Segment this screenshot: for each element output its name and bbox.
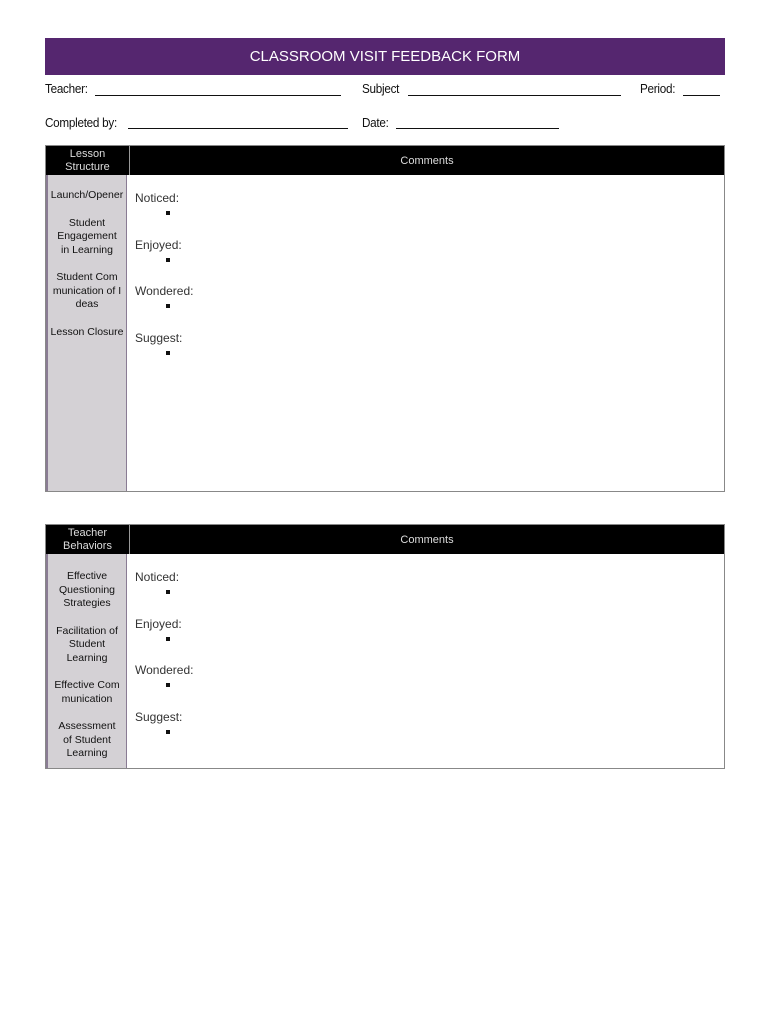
item-launch: Launch/Opener bbox=[50, 189, 124, 201]
header-lesson-structure: Lesson Structure bbox=[46, 146, 130, 175]
item-closure: Lesson Closure bbox=[50, 325, 124, 338]
teacher-label: Teacher: bbox=[45, 81, 88, 96]
comments-area[interactable] bbox=[127, 554, 724, 768]
bullet-icon bbox=[166, 590, 170, 594]
wondered-label: Wondered: bbox=[135, 284, 194, 298]
item-assessment: Assessment of Student Learning bbox=[58, 720, 116, 759]
completed-by-label: Completed by: bbox=[45, 115, 117, 130]
teacher-behaviors-table bbox=[45, 524, 725, 769]
enjoyed-label: Enjoyed: bbox=[135, 237, 182, 252]
form-title: CLASSROOM VISIT FEEDBACK FORM bbox=[45, 38, 725, 75]
item-engagement: Student Engagement in Learning bbox=[57, 216, 117, 256]
bullet-icon bbox=[166, 351, 170, 355]
subject-field[interactable] bbox=[408, 95, 621, 96]
item-questioning: Effective Questioning Strategies bbox=[58, 570, 116, 609]
teacher-field[interactable] bbox=[95, 95, 341, 96]
enjoyed-label: Enjoyed: bbox=[135, 616, 182, 631]
period-field[interactable] bbox=[683, 95, 720, 96]
header-comments: Comments bbox=[400, 533, 454, 546]
comments-area[interactable] bbox=[127, 175, 724, 491]
bullet-icon bbox=[166, 683, 170, 687]
noticed-label: Noticed: bbox=[135, 570, 180, 584]
suggest-label: Suggest: bbox=[135, 709, 183, 724]
noticed-label: Noticed: bbox=[135, 191, 180, 205]
date-label: Date: bbox=[362, 115, 389, 130]
lesson-structure-list bbox=[46, 175, 127, 491]
wondered-label: Wondered: bbox=[135, 663, 194, 677]
bullet-icon bbox=[166, 730, 170, 734]
item-communication: Student Communication of Ideas bbox=[52, 271, 122, 310]
item-facilitation: Facilitation of Student Learning bbox=[56, 624, 118, 664]
lesson-structure-table bbox=[45, 145, 725, 492]
bullet-icon bbox=[166, 211, 170, 215]
teacher-behaviors-list bbox=[46, 554, 127, 768]
bullet-icon bbox=[166, 258, 170, 262]
bullet-icon bbox=[166, 637, 170, 641]
completed-by-field[interactable] bbox=[128, 128, 348, 129]
suggest-label: Suggest: bbox=[135, 330, 183, 345]
header-comments: Comments bbox=[400, 154, 454, 167]
bullet-icon bbox=[166, 304, 170, 308]
period-label: Period: bbox=[640, 81, 676, 96]
item-communication: Effective Communication bbox=[54, 679, 120, 705]
header-teacher-behaviors: Teacher Behaviors bbox=[46, 525, 130, 554]
date-field[interactable] bbox=[396, 128, 559, 129]
subject-label: Subject bbox=[362, 81, 400, 96]
